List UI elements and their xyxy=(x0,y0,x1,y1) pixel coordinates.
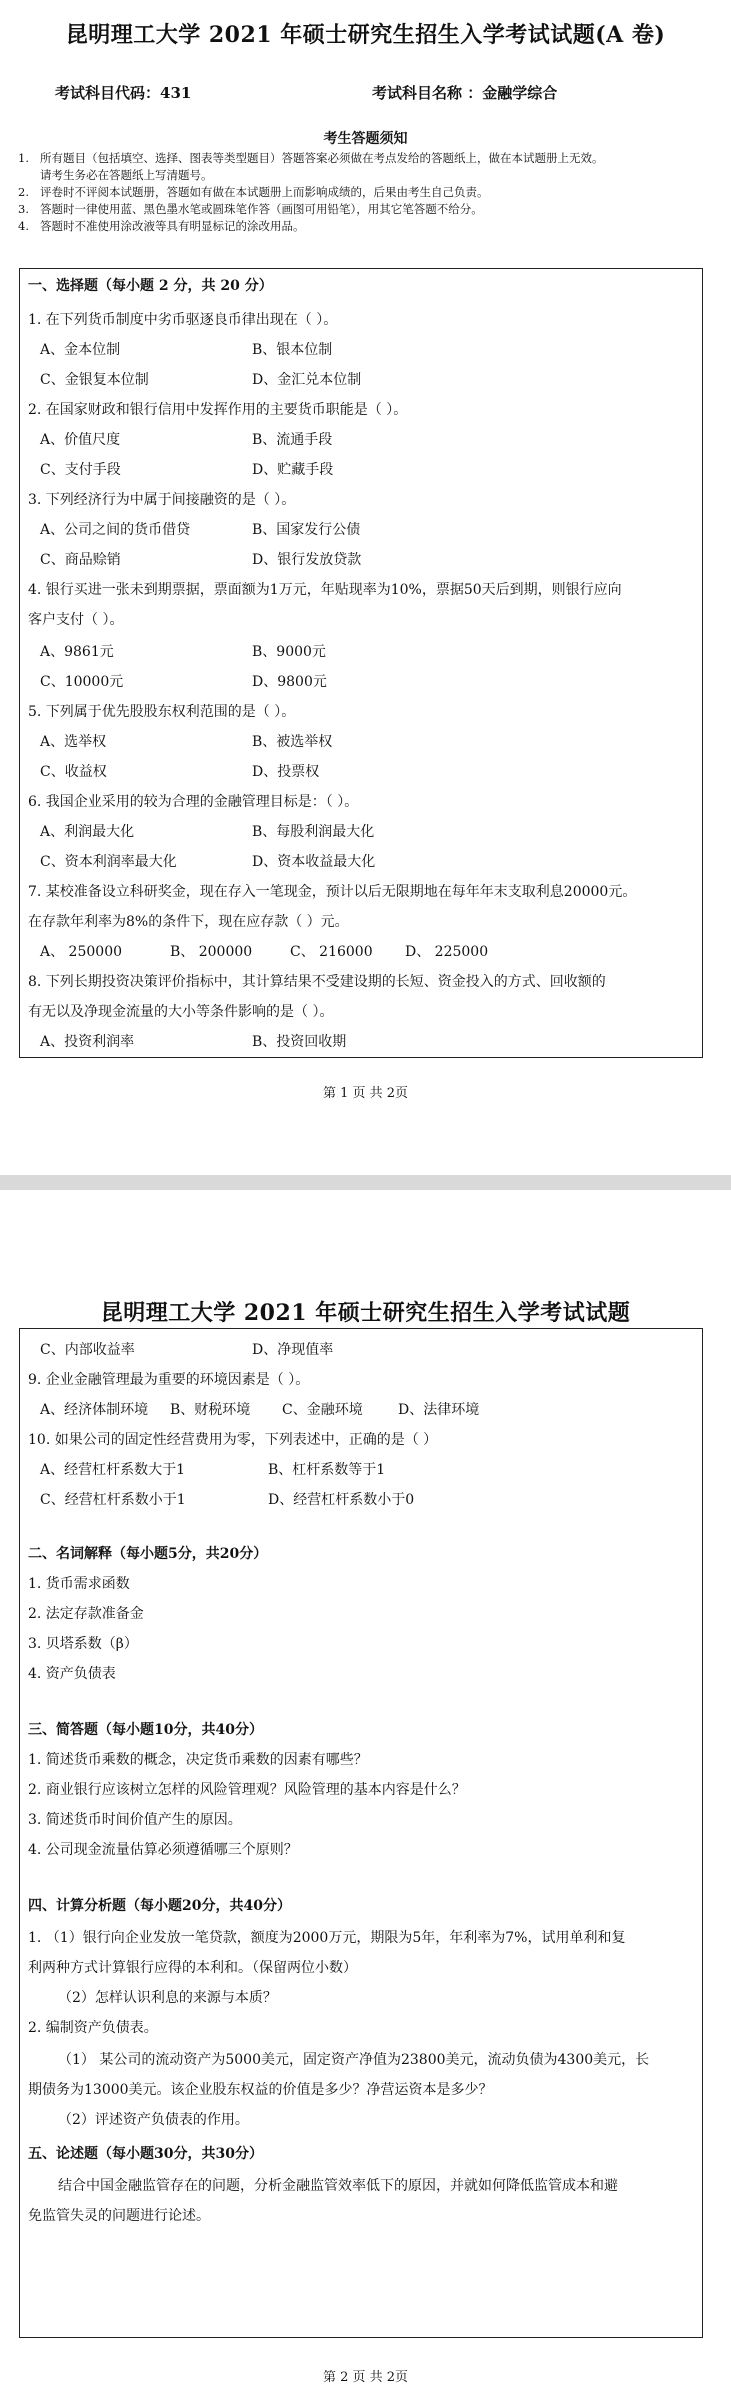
notice-item: 1. 所有题目（包括填空、选择、图表等类型题目）答题答案必须做在考点发给的答题纸上，做在本试题册上无效。 xyxy=(18,151,604,165)
option: C、内部收益率 xyxy=(40,1342,135,1358)
notice-item: 2. 评卷时不评阅本试题册，答题如有做在本试题册上而影响成绩的，后果由考生自己负责。 xyxy=(18,185,489,199)
section-heading: 五、论述题（每小题30分，共30分） xyxy=(28,2146,263,2162)
option: A、利润最大化 xyxy=(40,824,135,840)
option: A、 250000 xyxy=(40,944,123,960)
option: A、价值尺度 xyxy=(40,432,121,448)
term-item: 1. 货币需求函数 xyxy=(28,1576,130,1592)
option: C、金融环境 xyxy=(282,1402,363,1418)
question-7-cont: 在存款年利率为8%的条件下，现在应存款（ ）元。 xyxy=(28,914,349,930)
option: C、支付手段 xyxy=(40,462,121,478)
page-title: 昆明理工大学 2021 年硕士研究生招生入学考试试题(A 卷) xyxy=(65,22,666,48)
question-3: 3. 下列经济行为中属于间接融资的是（ ）。 xyxy=(28,492,296,508)
option: B、被选举权 xyxy=(252,734,333,750)
page-separator xyxy=(0,1175,731,1190)
question-8: 8. 下列长期投资决策评价指标中，其计算结果不受建设期的长短、资金投入的方式、回收额的 xyxy=(28,974,606,990)
notice-item: 请考生务必在答题纸上写清题号。 xyxy=(40,168,213,182)
option: D、净现值率 xyxy=(252,1342,334,1358)
notice-item: 3. 答题时一律使用蓝、黑色墨水笔或圆珠笔作答（画图可用铅笔），用其它笔答题不给分。 xyxy=(18,202,483,216)
page-title: 昆明理工大学 2021 年硕士研究生招生入学考试试题 xyxy=(100,1300,631,1326)
notice-title: 考生答题须知 xyxy=(323,131,408,147)
option: C、 216000 xyxy=(290,944,373,960)
notice-item: 4. 答题时不准使用涂改液等具有明显标记的涂改用品。 xyxy=(18,219,305,233)
calc-question-1: 1. （1）银行向企业发放一笔贷款，额度为2000万元，期限为5年，年利率为7%，试用单利和复 xyxy=(28,1930,626,1946)
section-heading: 一、选择题（每小题 2 分，共 20 分） xyxy=(28,278,273,294)
exam-page-2 xyxy=(0,1190,731,2388)
option: C、10000元 xyxy=(40,674,124,690)
question-5: 5. 下列属于优先股股东权利范围的是（ ）。 xyxy=(28,704,296,720)
option: C、经营杠杆系数小于1 xyxy=(40,1492,186,1508)
subject-code: 考试科目代码：431 xyxy=(55,84,192,102)
short-answer-item: 1. 简述货币乘数的概念，决定货币乘数的因素有哪些？ xyxy=(28,1752,368,1768)
option: B、财税环境 xyxy=(170,1402,251,1418)
term-item: 2. 法定存款准备金 xyxy=(28,1606,144,1622)
option: B、流通手段 xyxy=(252,432,333,448)
question-7: 7. 某校准备设立科研奖金，现在存入一笔现金，预计以后无限期地在每年年末支取利息20000元。 xyxy=(28,884,637,900)
page-footer: 第 2 页 共 2页 xyxy=(322,2370,409,2385)
calc-question-1-cont: 利两种方式计算银行应得的本利和。（保留两位小数） xyxy=(28,1960,357,1976)
option: B、银本位制 xyxy=(252,342,333,358)
option: D、贮藏手段 xyxy=(252,462,334,478)
section-heading: 二、名词解释（每小题5分，共20分） xyxy=(28,1546,268,1562)
term-item: 4. 资产负债表 xyxy=(28,1666,116,1682)
page-footer: 第 1 页 共 2页 xyxy=(322,1086,409,1101)
short-answer-item: 2. 商业银行应该树立怎样的风险管理观？风险管理的基本内容是什么？ xyxy=(28,1782,466,1798)
calc-question-2-part1: （1） 某公司的流动资产为5000美元，固定资产净值为23800美元，流动负债为4300美元，长 xyxy=(58,2052,650,2068)
option: A、公司之间的货币借贷 xyxy=(40,522,191,538)
option: D、经营杠杆系数小于0 xyxy=(268,1492,415,1508)
option: A、9861元 xyxy=(40,644,114,660)
option: A、选举权 xyxy=(40,734,107,750)
question-6: 6. 我国企业采用的较为合理的金融管理目标是：（ ）。 xyxy=(28,794,359,810)
subject-name: 考试科目名称 ：金融学综合 xyxy=(372,84,558,102)
option: C、商品赊销 xyxy=(40,552,121,568)
question-8-cont: 有无以及净现金流量的大小等条件影响的是（ ）。 xyxy=(28,1004,334,1020)
option: D、金汇兑本位制 xyxy=(252,372,362,388)
option: A、经营杠杆系数大于1 xyxy=(40,1462,186,1478)
option: D、投票权 xyxy=(252,764,320,780)
essay-question-cont: 免监管失灵的问题进行论述。 xyxy=(28,2208,210,2224)
question-4: 4. 银行买进一张未到期票据，票面额为1万元，年贴现率为10%，票据50天后到期，则银行应向 xyxy=(28,582,622,598)
question-2: 2. 在国家财政和银行信用中发挥作用的主要货币职能是（ ）。 xyxy=(28,402,408,418)
option: D、9800元 xyxy=(252,674,327,690)
exam-page-1 xyxy=(0,0,731,1175)
essay-question: 结合中国金融监管存在的问题，分析金融监管效率低下的原因，并就如何降低监管成本和避 xyxy=(58,2178,618,2194)
calc-question-2: 2. 编制资产负债表。 xyxy=(28,2020,158,2036)
option: C、收益权 xyxy=(40,764,107,780)
question-9: 9. 企业金融管理最为重要的环境因素是（ ）。 xyxy=(28,1372,310,1388)
term-item: 3. 贝塔系数（β） xyxy=(28,1636,138,1652)
question-box-1 xyxy=(19,268,703,1058)
option: B、投资回收期 xyxy=(252,1034,347,1050)
option: D、 225000 xyxy=(405,944,489,960)
section-heading: 四、计算分析题（每小题20分，共40分） xyxy=(28,1898,291,1914)
section-heading: 三、简答题（每小题10分，共40分） xyxy=(28,1722,263,1738)
calc-question-2-part2: （2）评述资产负债表的作用。 xyxy=(58,2112,249,2128)
option: B、9000元 xyxy=(252,644,326,660)
calc-question-2-cont: 期债务为13000美元。该企业股东权益的价值是多少？净营运资本是多少？ xyxy=(28,2082,493,2098)
option: A、经济体制环境 xyxy=(40,1402,149,1418)
option: A、投资利润率 xyxy=(40,1034,135,1050)
option: C、金银复本位制 xyxy=(40,372,149,388)
option: A、金本位制 xyxy=(40,342,121,358)
notice-list xyxy=(18,150,718,235)
question-box-2 xyxy=(19,1328,703,2338)
option: D、银行发放贷款 xyxy=(252,552,362,568)
option: D、资本收益最大化 xyxy=(252,854,376,870)
question-1: 1. 在下列货币制度中劣币驱逐良币律出现在（ ）。 xyxy=(28,312,338,328)
short-answer-item: 4. 公司现金流量估算必须遵循哪三个原则？ xyxy=(28,1842,298,1858)
short-answer-item: 3. 简述货币时间价值产生的原因。 xyxy=(28,1812,242,1828)
question-10: 10. 如果公司的固定性经营费用为零，下列表述中，正确的是（ ） xyxy=(28,1432,438,1448)
option: B、国家发行公债 xyxy=(252,522,361,538)
option: B、每股利润最大化 xyxy=(252,824,375,840)
option: B、杠杆系数等于1 xyxy=(268,1462,386,1478)
option: C、资本利润率最大化 xyxy=(40,854,177,870)
option: D、法律环境 xyxy=(398,1402,480,1418)
question-4-cont: 客户支付（ ）。 xyxy=(28,612,124,628)
calc-question-1-part2: （2）怎样认识利息的来源与本质？ xyxy=(58,1990,277,2006)
option: B、 200000 xyxy=(170,944,253,960)
